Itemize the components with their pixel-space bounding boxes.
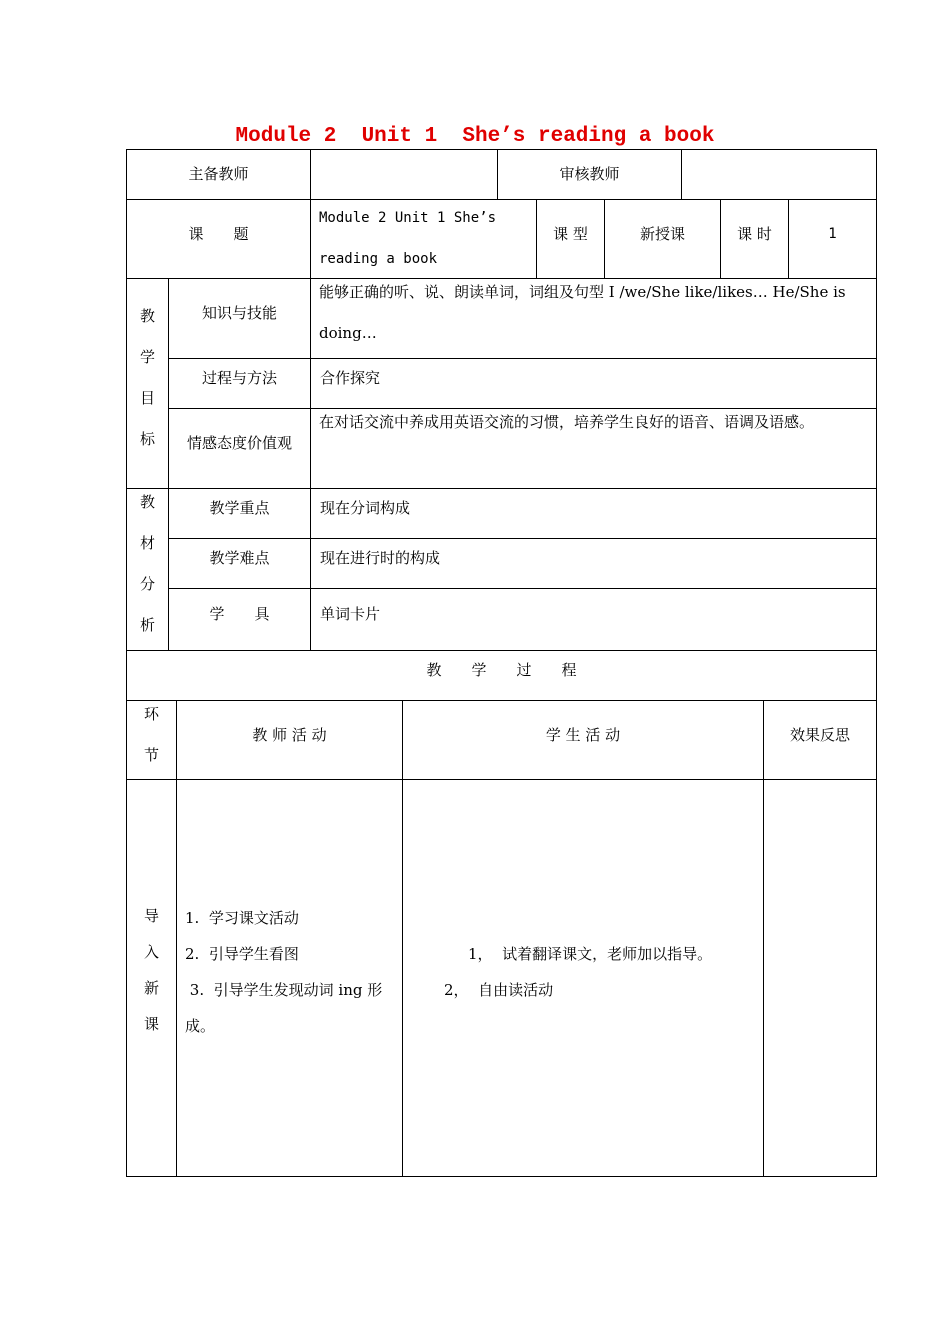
analysis-group-label: 教 材 分 析: [139, 493, 155, 634]
analysis-content-tools: 单词卡片: [320, 605, 381, 623]
stage-column-header: 环 节: [143, 705, 159, 764]
topic-value: Module 2 Unit 1 She’s reading a book: [319, 210, 497, 267]
analysis-label-tools: 学 具: [209, 605, 270, 623]
teacher-activity-header: 教 师 活 动: [252, 726, 327, 744]
topic-label: 课 题: [188, 225, 249, 243]
period-label: 课 时: [737, 225, 772, 243]
process-heading: 教 学 过 程: [426, 661, 577, 679]
list-item: 2， 自由读活动: [444, 981, 554, 999]
teacher-activity-list: [185, 900, 399, 1044]
lesson-type-value: 新授课: [639, 225, 685, 243]
stage-label: 导 入 新 课: [143, 907, 159, 1033]
reflection-header: 效果反思: [789, 726, 850, 744]
review-teacher-label: 审核教师: [559, 165, 620, 183]
analysis-label-key-point: 教学重点: [209, 499, 270, 517]
objective-content-attitude: 在对话交流中养成用英语交流的习惯，培养学生良好的语音、语调及语感。: [319, 413, 815, 431]
analysis-content-key-point: 现在分词构成: [320, 499, 411, 517]
analysis-label-difficulty: 教学难点: [209, 549, 270, 567]
list-item: 1， 试着翻译课文，老师加以指导。: [468, 945, 713, 963]
objectives-group-label: 教 学 目 标: [139, 307, 155, 448]
chief-teacher-label: 主备教师: [188, 165, 249, 183]
objective-label-knowledge: 知识与技能: [201, 304, 277, 322]
objective-label-attitude: 情感态度价值观: [186, 434, 292, 452]
objective-content-process: 合作探究: [320, 369, 381, 387]
list-item: 1. 学习课文活动: [185, 909, 299, 927]
lesson-type-label: 课 型: [553, 225, 588, 243]
student-activity-header: 学 生 活 动: [545, 726, 621, 744]
list-item: 3. 引导学生发现动词 ing 形成。: [185, 981, 383, 1035]
objective-content-knowledge: 能够正确的听、说、朗读单词，词组及句型 I /we/She like/likes… He/She is doing…: [319, 283, 846, 342]
objective-label-process: 过程与方法: [201, 369, 277, 387]
analysis-content-difficulty: 现在进行时的构成: [320, 549, 441, 567]
period-value: 1: [828, 226, 837, 242]
student-activity-list: [402, 936, 764, 1008]
document-title: Module 2 Unit 1 She’s reading a book: [235, 125, 715, 148]
list-item: 2. 引导学生看图: [185, 945, 299, 963]
